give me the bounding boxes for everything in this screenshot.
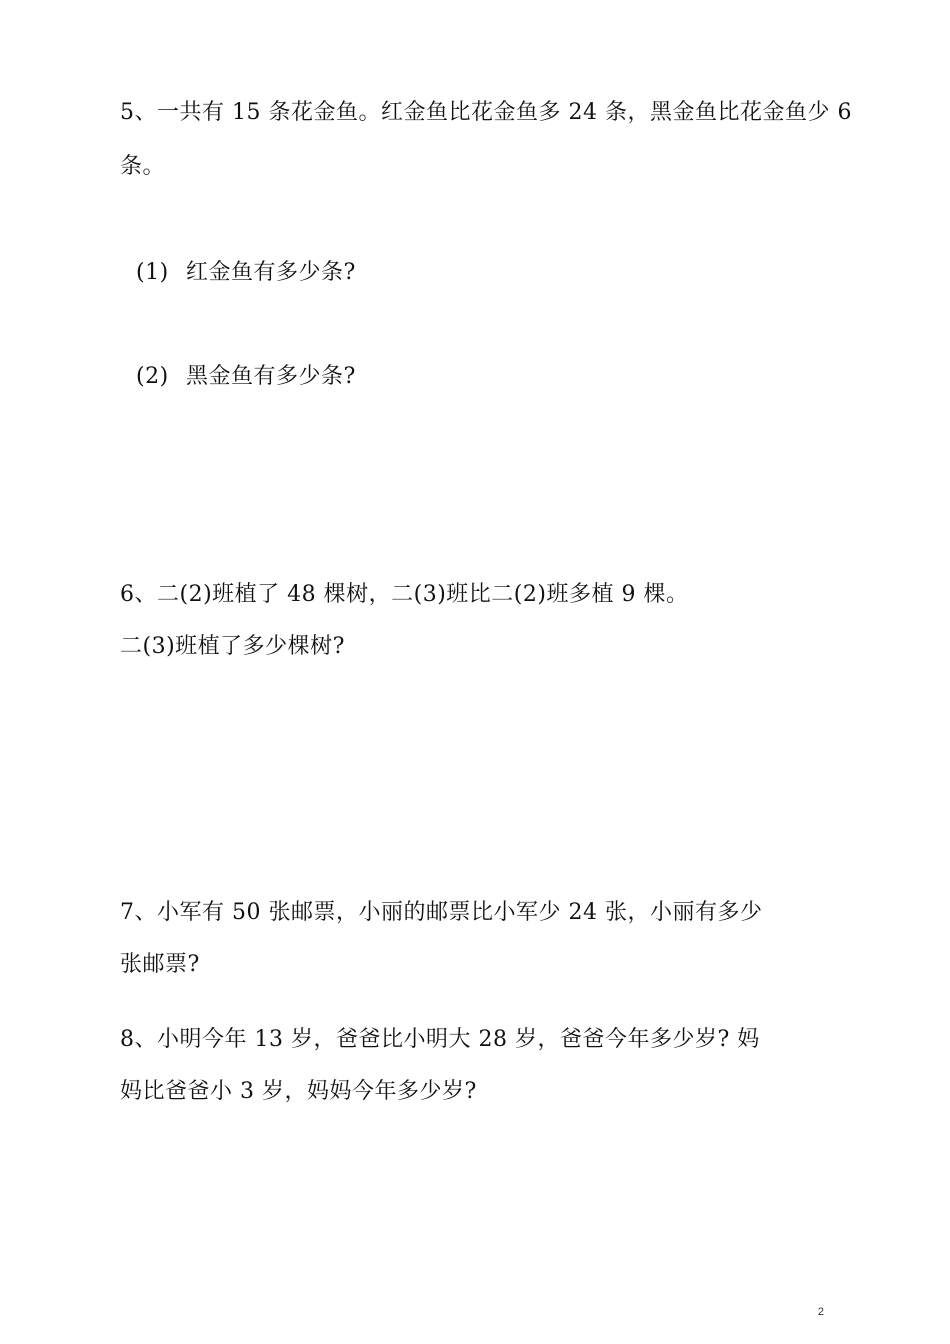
sub-question-number: (1)	[136, 260, 169, 285]
sub-question-number: (2)	[136, 364, 169, 389]
question-5-line-2: 条。	[120, 154, 166, 179]
question-7-line-1: 7、小军有 50 张邮票，小丽的邮票比小军少 24 张，小丽有多少	[120, 900, 763, 925]
sub-question-text: 黑金鱼有多少条?	[186, 364, 356, 389]
sub-question-text: 红金鱼有多少条?	[186, 260, 356, 285]
question-6-line-2: 二(3)班植了多少棵树?	[120, 634, 345, 659]
question-8-line-2: 妈比爸爸小 3 岁，妈妈今年多少岁?	[120, 1079, 477, 1104]
question-5-line-1: 5、一共有 15 条花金鱼。红金鱼比花金鱼多 24 条，黑金鱼比花金鱼少 6	[120, 100, 852, 125]
question-8-line-1: 8、小明今年 13 岁，爸爸比小明大 28 岁，爸爸今年多少岁? 妈	[120, 1027, 760, 1052]
question-7-line-2: 张邮票?	[120, 952, 200, 977]
question-5-sub-1	[136, 258, 356, 288]
page-number: 2	[817, 1306, 824, 1318]
question-5-sub-2	[136, 362, 356, 392]
question-6-line-1: 6、二(2)班植了 48 棵树，二(3)班比二(2)班多植 9 棵。	[120, 582, 689, 607]
